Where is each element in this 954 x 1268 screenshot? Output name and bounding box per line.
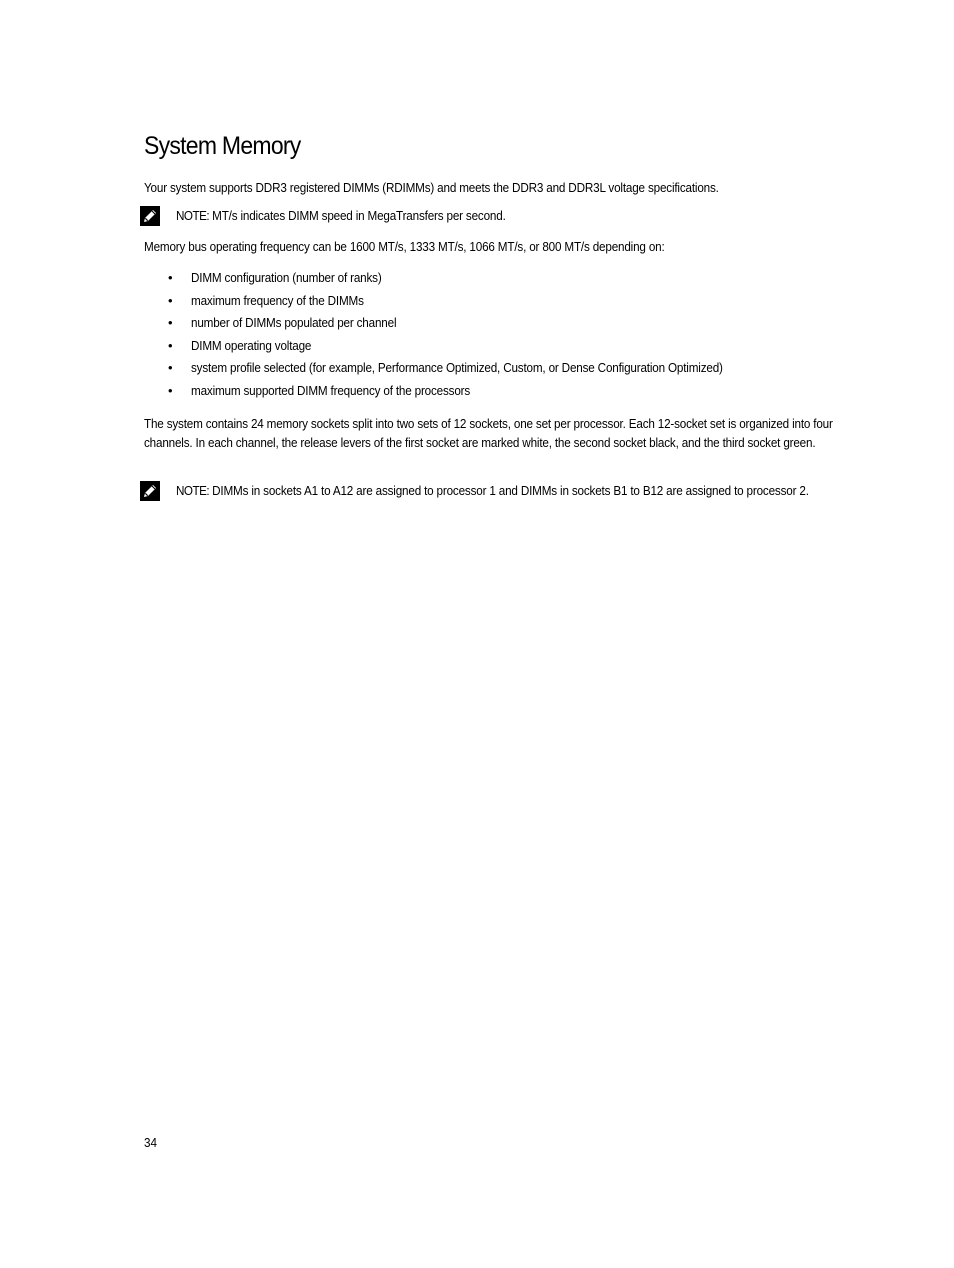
note-label: NOTE:	[176, 208, 210, 223]
pencil-note-icon	[140, 481, 160, 501]
list-item-text: number of DIMMs populated per channel	[191, 315, 397, 331]
note-text	[176, 206, 842, 225]
list-item-text: maximum supported DIMM frequency of the processors	[191, 382, 471, 398]
note-text	[176, 481, 842, 500]
bullet-icon: •	[168, 292, 173, 308]
intro-paragraph: Your system supports DDR3 registered DIMMs (RDIMMs) and meets the DDR3 and DDR3L voltage specifications.	[144, 180, 719, 195]
list-item-text: DIMM operating voltage	[191, 337, 312, 353]
note-callout	[140, 481, 916, 501]
page-content	[144, 128, 844, 498]
page-title: System Memory	[144, 132, 301, 160]
note-label: NOTE:	[176, 483, 210, 498]
list-item-text: DIMM configuration (number of ranks)	[191, 270, 382, 285]
list-item-text: system profile selected (for example, Performance Optimized, Custom, or Dense Configuration Optimized)	[191, 360, 723, 376]
bullet-icon: •	[168, 360, 173, 376]
page-number: 34	[144, 1135, 158, 1150]
note-callout	[140, 206, 916, 226]
bullet-icon: •	[168, 270, 173, 285]
note-body: DIMMs in sockets A1 to A12 are assigned to processor 1 and DIMMs in sockets B1 to B12 are assigned to processor 2.	[209, 483, 809, 498]
pencil-note-icon	[140, 206, 160, 226]
bullet-icon: •	[168, 337, 173, 353]
bullet-icon: •	[168, 315, 173, 331]
frequency-paragraph: Memory bus operating frequency can be 1600 MT/s, 1333 MT/s, 1066 MT/s, or 800 MT/s depending on:	[144, 239, 665, 254]
note-body: MT/s indicates DIMM speed in MegaTransfers per second.	[209, 208, 506, 223]
bullet-icon: •	[168, 382, 173, 398]
list-item-text: maximum frequency of the DIMMs	[191, 292, 364, 308]
sockets-paragraph: The system contains 24 memory sockets split into two sets of 12 sockets, one set per processor. Each 12-socket set is organized into four channels. In each channel, the release levers of the first socket are marked white, the second socket black, and the third socket green.	[144, 416, 833, 450]
